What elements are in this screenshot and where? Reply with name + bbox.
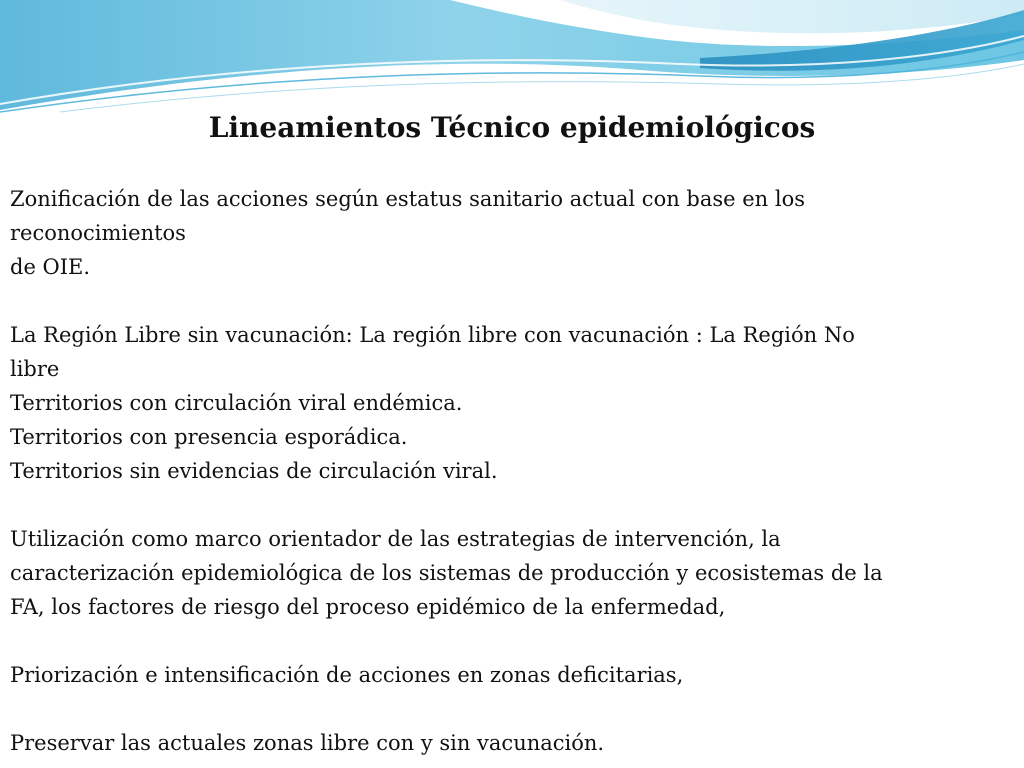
text-line: FA, los factores de riesgo del proceso epidémico de la enfermedad, [10, 595, 726, 619]
text-line: de OIE. [10, 255, 91, 279]
paragraph-gap [10, 692, 1010, 726]
text-line: Territorios con circulación viral endémica. [10, 391, 463, 415]
slide-title: Lineamientos Técnico epidemiológicos [208, 111, 816, 144]
paragraph-regiones [10, 318, 1010, 488]
paragraph-preservar [10, 726, 1010, 760]
slide-body [10, 182, 1010, 760]
paragraph-utilizacion [10, 522, 1010, 624]
paragraph-priorizacion [10, 658, 1010, 692]
text-line: Territorios con presencia esporádica. [10, 425, 408, 449]
text-line: reconocimientos [10, 221, 186, 245]
text-line: Utilización como marco orientador de las estrategias de intervención, la [10, 527, 781, 551]
paragraph-gap [10, 284, 1010, 318]
text-line: Preservar las actuales zonas libre con y sin vacunación. [10, 731, 605, 755]
paragraph-zonificacion [10, 182, 1010, 284]
text-line: Priorización e intensificación de acciones en zonas deficitarias, [10, 663, 684, 687]
text-line: La Región Libre sin vacunación: La región libre con vacunación : La Región No [10, 323, 855, 347]
text-line: Territorios sin evidencias de circulación viral. [10, 459, 498, 483]
paragraph-gap [10, 488, 1010, 522]
paragraph-gap [10, 624, 1010, 658]
text-line: Zonificación de las acciones según estatus sanitario actual con base en los [10, 187, 806, 211]
text-line: libre [10, 357, 60, 381]
text-line: caracterización epidemiológica de los sistemas de producción y ecosistemas de la [10, 561, 883, 585]
